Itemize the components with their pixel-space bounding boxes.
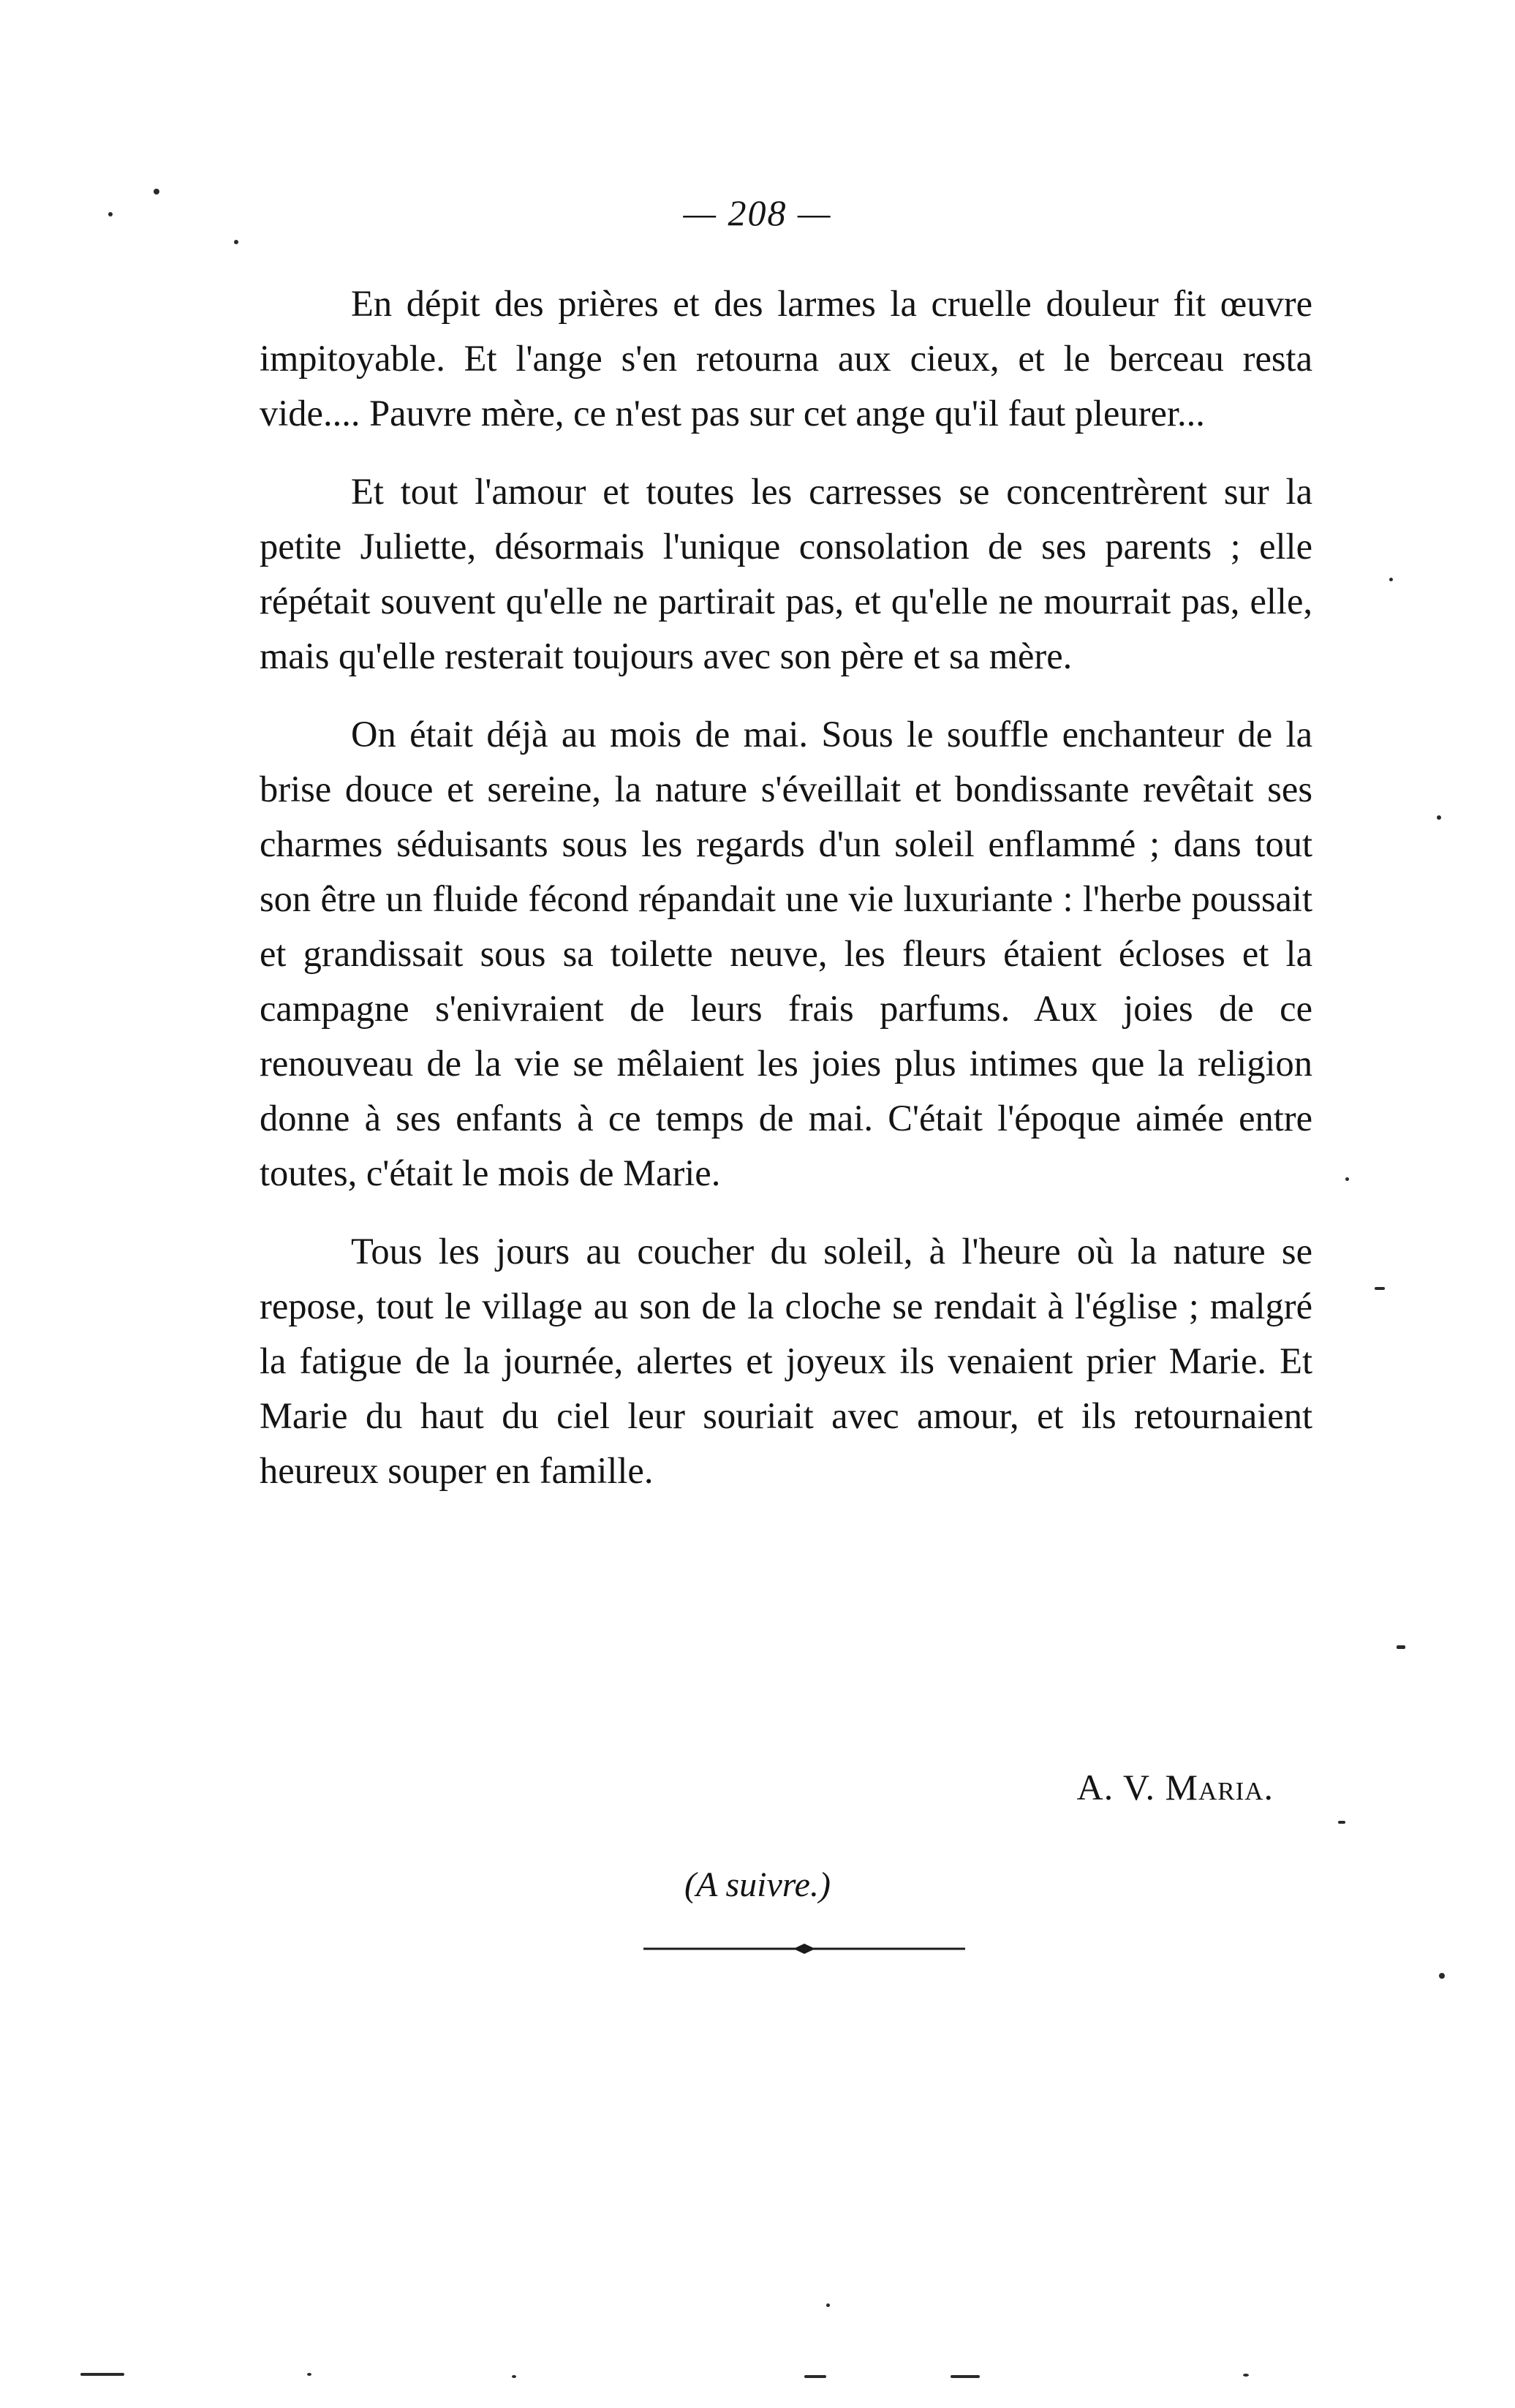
paragraph-1: En dépit des prières et des larmes la cruelle douleur fit œuvre impitoyable. Et l'ange s'en retourna aux cieux, et le berceau resta vide.... Pauvre mère, ce n'est pas sur cet ange qu'il faut pleurer... [260, 283, 1312, 434]
body-text [260, 276, 1312, 1522]
paragraph-3: On était déjà au mois de mai. Sous le souffle enchanteur de la brise douce et sereine, la nature s'éveillait et bondissante revêtait ses charmes séduisants sous les regards d'un soleil enflammé ; dans tout son être un fluide fécond répandait une vie luxuriante : l'herbe poussait et grandissait sous sa toilette neuve, les fleurs étaient écloses et la campagne s'enivraient de leurs frais parfums. Aux joies de ce renouveau de la vie se mêlaient les joies plus intimes que la religion donne à ses enfants à ce temps de mai. C'était l'époque aimée entre toutes, c'était le mois de Marie. [260, 714, 1312, 1193]
paragraph-2: Et tout l'amour et toutes les carresses se concentrèrent sur la petite Juliette, désormais l'unique consolation de ses parents ; elle répétait souvent qu'elle ne partirait pas, et qu'elle ne mourrait pas, elle, mais qu'elle resterait toujours avec son père et sa mère. [260, 471, 1312, 676]
to-be-continued: (A suivre.) [684, 1865, 831, 1904]
paragraph-4: Tous les jours au coucher du soleil, à l'heure où la nature se repose, tout le village au son de la cloche se rendait à l'église ; malgré la fatigue de la journée, alertes et joyeux ils venaient prier Marie. Et Marie du haut du ciel leur souriait avec amour, et ils retournaient heureux souper en famille. [260, 1231, 1312, 1491]
signature-name: Maria. [1165, 1767, 1274, 1808]
page-number: — 208 — [683, 192, 832, 233]
author-signature [1077, 1766, 1274, 1808]
signature-initials: A. V. [1076, 1767, 1155, 1808]
ornament-divider [643, 1938, 965, 1960]
